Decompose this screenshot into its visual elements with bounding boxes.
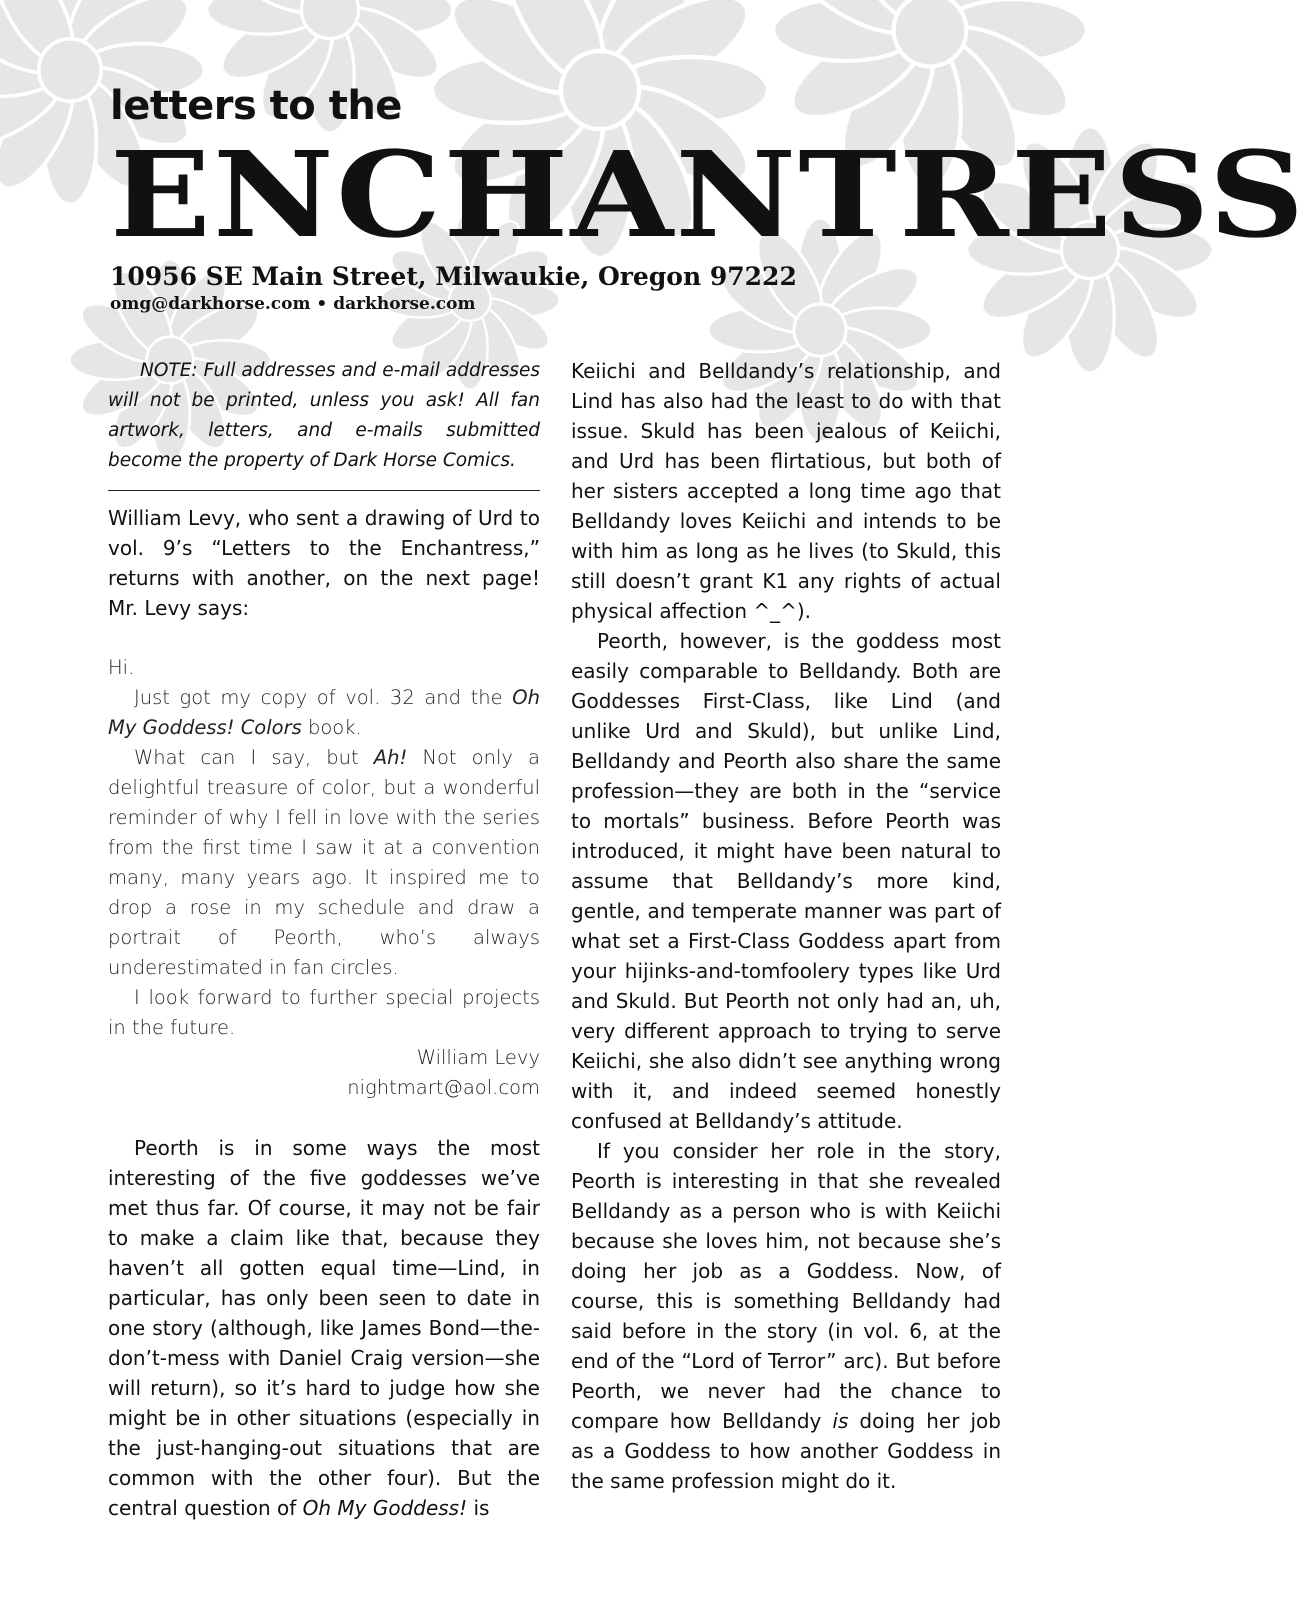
response-paragraph-2: Peorth, however, is the goddess most easily comparable to Belldandy. Both are Goddesses First-Class, like Lind (and unlike Urd and Skuld), but unlike Lind, Belldandy and Peorth also share the same profession—they are both in the “service to mortals” business. Before Peorth was introduced, it might have been natural to assume that Belldandy’s more kind, gentle, and temperate manner was part of what set a First-Class Goddess apart from your hijinks-and-tomfoolery types like Urd and Skuld. But Peorth not only had an, uh, very different approach to trying to serve Keiichi, she also didn’t see anything wrong with it, and indeed seemed honestly confused at Belldandy’s attitude. (571, 629, 1001, 1133)
divider (108, 490, 540, 491)
left-column (108, 356, 540, 1523)
letter-paragraph-3: I look forward to further special projects in the future. (108, 986, 540, 1039)
note: NOTE: Full addresses and e-mail addresses will not be printed, unless you ask! All fan artwork, letters, and e-mails submitted become the property of Dark Horse Comics. (108, 360, 540, 471)
letter-greeting: Hi. (108, 656, 135, 679)
right-column (571, 356, 1001, 1496)
letter-paragraph-2: What can I say, but Ah! Not only a delightful treasure of color, but a wonderful reminder of why I fell in love with the series from the first time I saw it at a convention many, many years ago. It inspired me to drop a rose in my schedule and draw a portrait of Peorth, who’s always underestimated in fan circles. (108, 746, 540, 979)
contact-line: omg@darkhorse.com • darkhorse.com (110, 294, 476, 314)
page-title: ENCHANTRESS (110, 125, 1306, 264)
intro-paragraph: William Levy, who sent a drawing of Urd to vol. 9’s “Letters to the Enchantress,” returns with another, on the next page! Mr. Levy says: (108, 506, 540, 620)
header (110, 82, 1306, 264)
letter-email: nightmart@aol.com (347, 1076, 540, 1099)
pre-title: letters to the (110, 83, 402, 129)
address: 10956 SE Main Street, Milwaukie, Oregon 97222 (110, 262, 797, 291)
letter-signature: William Levy (416, 1046, 540, 1069)
letter-paragraph-1: Just got my copy of vol. 32 and the Oh My Goddess! Colors book. (108, 686, 540, 739)
response-paragraph-1-continued: Keiichi and Belldandy’s relationship, and Lind has also had the least to do with that issue. Skuld has been jealous of Keiichi, and Urd has been flirtatious, but both of her sisters accepted a long time ago that Belldandy loves Keiichi and intends to be with him as long as he lives (to Skuld, this still doesn’t grant K1 any rights of actual physical affection ^_^). (571, 359, 1001, 623)
response-paragraph-3: If you consider her role in the story, Peorth is interesting in that she revealed Belldandy as a person who is with Keiichi because she loves him, not because she’s doing her job as a Goddess. Now, of course, this is something Belldandy had said before in the story (in vol. 6, at the end of the “Lord of Terror” arc). But before Peorth, we never had the chance to compare how Belldandy is doing her job as a Goddess to how another Goddess in the same profession might do it. (571, 1139, 1001, 1493)
response-paragraph-1: Peorth is in some ways the most interesting of the five goddesses we’ve met thus far. Of course, it may not be fair to make a claim like that, because they haven’t all gotten equal time—Lind, in particular, has only been seen to date in one story (although, like James Bond—the-don’t-mess with Daniel Craig version—she will return), so it’s hard to judge how she might be in other situations (especially in the just-hanging-out situations that are common with the other four). But the central question of Oh My Goddess! is (108, 1136, 540, 1520)
